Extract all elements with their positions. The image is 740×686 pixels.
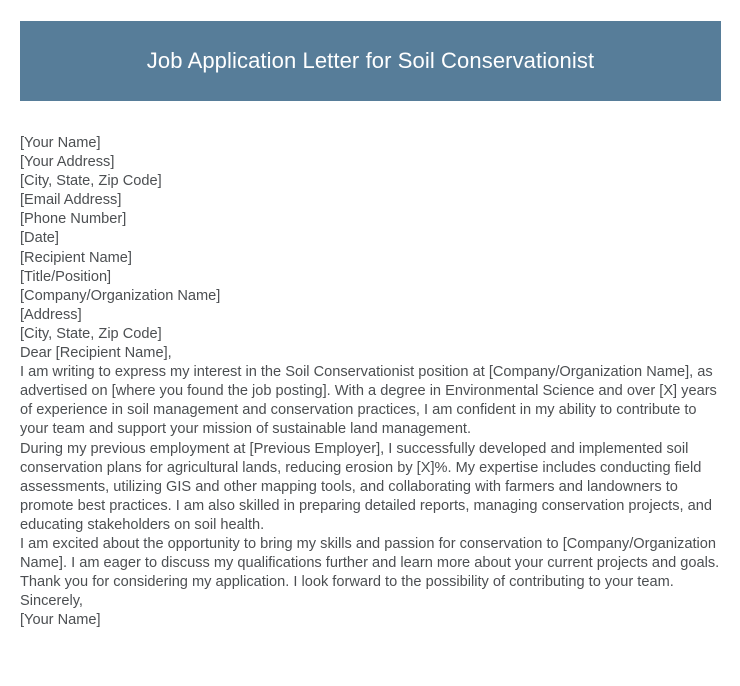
- letter-paragraph-thanks: Thank you for considering my application. I look forward to the possibility of contributing to your team.: [20, 574, 674, 591]
- letter-paragraph-intro: I am writing to express my interest in the Soil Conservationist position at [Company/Organization Name], as advertised on [where you found the job posting]. With a degree in Environmental Science and over [X] years of experience in soil management and conservation practices, I am confident in my ability to contribute to your team and support your mission of sustainable land management.: [20, 364, 717, 438]
- sender-phone-line: [Phone Number]: [20, 211, 127, 228]
- letter-body: [20, 134, 722, 630]
- recipient-company-line: [Company/Organization Name]: [20, 287, 221, 304]
- recipient-address-line: [Address]: [20, 306, 82, 323]
- letter-paragraph-interest: I am excited about the opportunity to bring my skills and passion for conservation to [Company/Organization Name]. I am eager to discuss my qualifications further and learn more about your current projects and goals.: [20, 535, 720, 572]
- sender-address-line: [Your Address]: [20, 154, 115, 171]
- recipient-title-line: [Title/Position]: [20, 268, 112, 285]
- page-title: Job Application Letter for Soil Conservationist: [146, 47, 595, 73]
- salutation-line: Dear [Recipient Name],: [20, 345, 172, 362]
- closing-line: Sincerely,: [20, 593, 83, 610]
- letter-paragraph-experience: During my previous employment at [Previous Employer], I successfully developed and implemented soil conservation plans for agricultural lands, reducing erosion by [X]%. My expertise includes conducting field assessments, utilizing GIS and other mapping tools, and collaborating with farmers and landowners to promote best practices. I am also skilled in preparing detailed reports, managing conservation projects, and educating stakeholders on soil health.: [20, 440, 712, 533]
- document-title-banner: [20, 21, 721, 101]
- recipient-city-state-zip-line: [City, State, Zip Code]: [20, 325, 162, 342]
- signature-line: [Your Name]: [20, 612, 101, 629]
- sender-city-state-zip-line: [City, State, Zip Code]: [20, 173, 162, 190]
- sender-email-line: [Email Address]: [20, 192, 122, 209]
- recipient-name-line: [Recipient Name]: [20, 249, 132, 266]
- sender-name-line: [Your Name]: [20, 135, 101, 151]
- letter-date-line: [Date]: [20, 230, 59, 247]
